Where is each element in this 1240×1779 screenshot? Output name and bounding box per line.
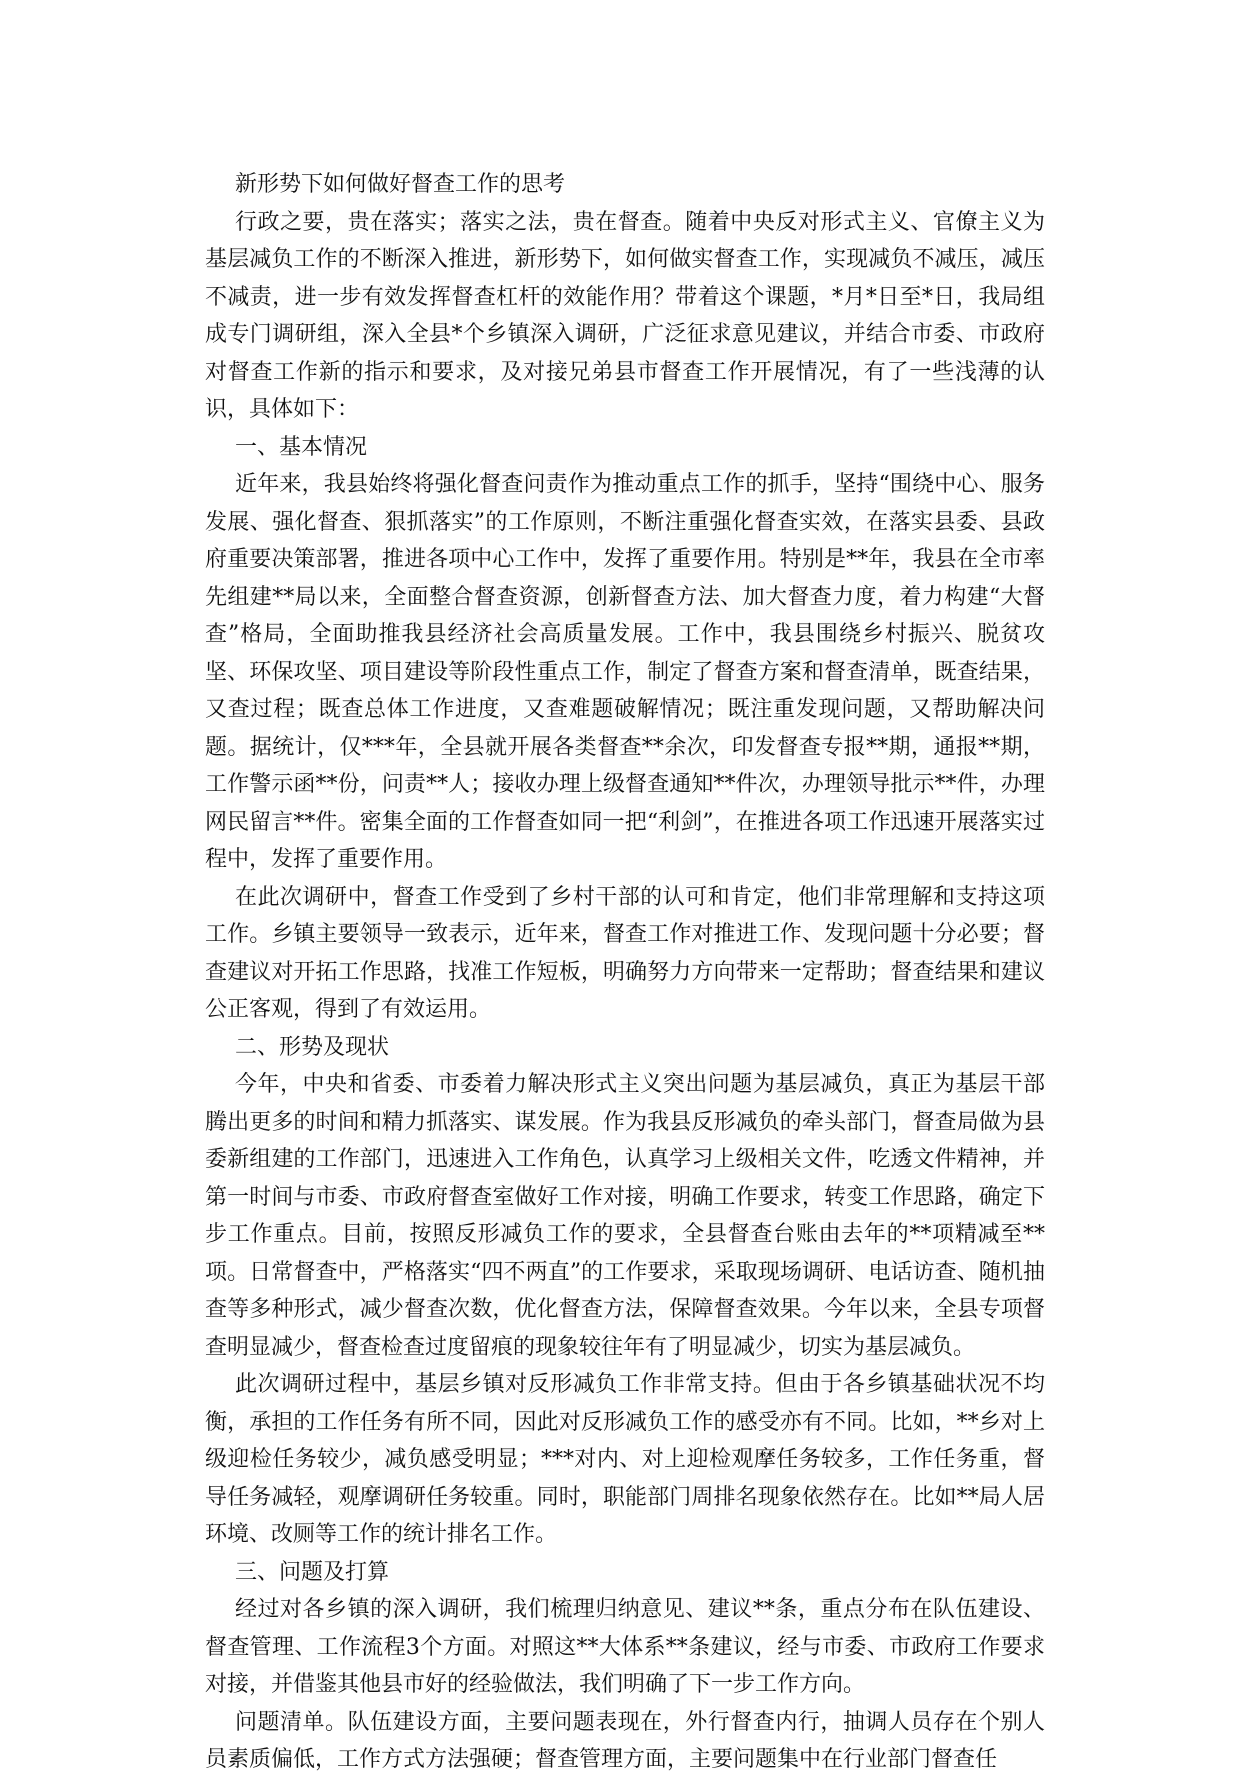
section3-paragraph-1: 经过对各乡镇的深入调研，我们梳理归纳意见、建议**条，重点分布在队伍建设、督查管理、工作流程3个方面。对照这**大体系**条建议，经与市委、市政府工作要求对接，并借鉴其他县市好的经验做法，我们明确了下一步工作方向。 [205,1597,1045,1697]
section-heading-situation-status: 二、形势及现状 [235,1034,390,1060]
section-heading-problems-plans: 三、问题及打算 [235,1559,390,1585]
section2-paragraph-1: 今年，中央和省委、市委着力解决形式主义突出问题为基层减负，真正为基层干部腾出更多的时间和精力抓落实、谋发展。作为我县反形减负的牵头部门，督查局做为县委新组建的工作部门，迅速进入工作角色，认真学习上级相关文件，吃透文件精神，并第一时间与市委、市政府督查室做好工作对接，明确工作要求，转变工作思路，确定下步工作重点。目前，按照反形减负工作的要求，全县督查台账由去年的**项精减至**项。日常督查中，严格落实“四不两直”的工作要求，采取现场调研、电话访查、随机抽查等多种形式，减少督查次数，优化督查方法，保障督查效果。今年以来，全县专项督查明显减少，督查检查过度留痕的现象较往年有了明显减少，切实为基层减负。 [205,1072,1045,1360]
section1-paragraph-1: 近年来，我县始终将强化督查问责作为推动重点工作的抓手，坚持“围绕中心、服务发展、强化督查、狠抓落实”的工作原则，不断注重强化督查实效，在落实县委、县政府重要决策部署，推进各项中心工作中，发挥了重要作用。特别是**年，我县在全市率先组建**局以来，全面整合督查资源，创新督查方法、加大督查力度，着力构建“大督查”格局，全面助推我县经济社会高质量发展。工作中，我县围绕乡村振兴、脱贫攻坚、环保攻坚、项目建设等阶段性重点工作，制定了督查方案和督查清单，既查结果，又查过程；既查总体工作进度，又查难题破解情况；既注重发现问题，又帮助解决问题。据统计，仅***年，全县就开展各类督查**余次，印发督查专报**期，通报**期，工作警示函**份，问责**人；接收办理上级督查通知**件次，办理领导批示**件，办理网民留言**件。密集全面的工作督查如同一把“利剑”，在推进各项工作迅速开展落实过程中，发挥了重要作用。 [205,472,1045,872]
document-title: 新形势下如何做好督查工作的思考 [235,172,566,197]
section-heading-basic-situation: 一、基本情况 [235,434,368,460]
intro-paragraph: 行政之要，贵在落实；落实之法，贵在督查。随着中央反对形式主义、官僚主义为基层减负工作的不断深入推进，新形势下，如何做实督查工作，实现减负不减压，减压不减责，进一步有效发挥督查杠杆的效能作用？带着这个课题，*月*日至*日，我局组成专门调研组，深入全县*个乡镇深入调研，广泛征求意见建议，并结合市委、市政府对督查工作新的指示和要求，及对接兄弟县市督查工作开展情况，有了一些浅薄的认识，具体如下： [205,209,1045,422]
section3-paragraph-2: 问题清单。队伍建设方面，主要问题表现在，外行督查内行，抽调人员存在个别人员素质偏低，工作方式方法强硬；督查管理方面，主要问题集中在行业部门督查任 [205,1709,1045,1772]
section2-paragraph-2: 此次调研过程中，基层乡镇对反形减负工作非常支持。但由于各乡镇基础状况不均衡，承担的工作任务有所不同，因此对反形减负工作的感受亦有不同。比如，**乡对上级迎检任务较少，减负感受明显；***对内、对上迎检观摩任务较多，工作任务重，督导任务减轻，观摩调研任务较重。同时，职能部门周排名现象依然存在。比如**局人居环境、改厕等工作的统计排名工作。 [205,1372,1045,1547]
section1-paragraph-2: 在此次调研中，督查工作受到了乡村干部的认可和肯定，他们非常理解和支持这项工作。乡镇主要领导一致表示，近年来，督查工作对推进工作、发现问题十分必要；督查建议对开拓工作思路，找准工作短板，明确努力方向带来一定帮助；督查结果和建议公正客观，得到了有效运用。 [205,884,1045,1022]
